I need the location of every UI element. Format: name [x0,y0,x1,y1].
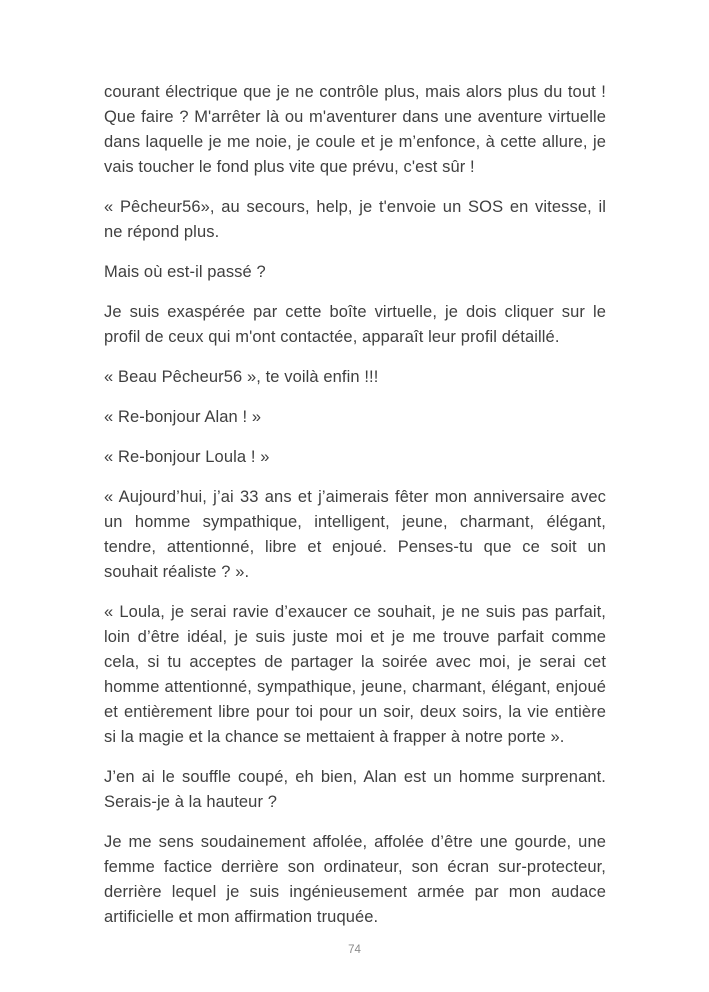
paragraph: « Re-bonjour Loula ! » [104,448,270,466]
paragraph: « Pêcheur56», au secours, help, je t'envoie un SOS en vitesse, il ne répond plus. [104,198,606,241]
paragraph: courant électrique que je ne contrôle plus, mais alors plus du tout ! Que faire ? M'arrêter là ou m'aventurer dans une aventure virtuelle dans laquelle je me noie, je coule et je m’enfonce, à cette allure, je vais toucher le fond plus vite que prévu, c'est sûr ! [104,83,606,176]
paragraph: Je suis exaspérée par cette boîte virtuelle, je dois cliquer sur le profil de ceux qui m'ont contactée, apparaît leur profil détaillé. [104,303,606,346]
paragraph: Je me sens soudainement affolée, affolée d’être une gourde, une femme factice derrière son ordinateur, son écran sur-protecteur, derrière lequel je suis ingénieusement armée par mon audace artificielle et mon affirmation truquée. [104,833,606,926]
paragraph: J’en ai le souffle coupé, eh bien, Alan est un homme surprenant. Serais-je à la hauteur ? [104,768,606,811]
paragraph: « Beau Pêcheur56 », te voilà enfin !!! [104,368,379,386]
paragraph: « Aujourd’hui, j’ai 33 ans et j’aimerais fêter mon anniversaire avec un homme sympathique, intelligent, jeune, charmant, élégant, tendre, attentionné, libre et enjoué. Penses-tu que ce soit un souhait réaliste ? ». [104,488,606,581]
paragraph: « Re-bonjour Alan ! » [104,408,262,426]
page-text [104,80,606,945]
paragraph: Mais où est-il passé ? [104,263,266,281]
page-number: 74 [348,944,361,956]
paragraph: « Loula, je serai ravie d’exaucer ce souhait, je ne suis pas parfait, loin d’être idéal, je suis juste moi et je me trouve parfait comme cela, si tu acceptes de partager la soirée avec moi, je serai cet homme attentionné, sympathique, jeune, charmant, élégant, enjoué et entièrement libre pour toi pour un soir, deux soirs, la vie entière si la magie et la chance se mettaient à frapper à notre porte ». [104,603,606,746]
